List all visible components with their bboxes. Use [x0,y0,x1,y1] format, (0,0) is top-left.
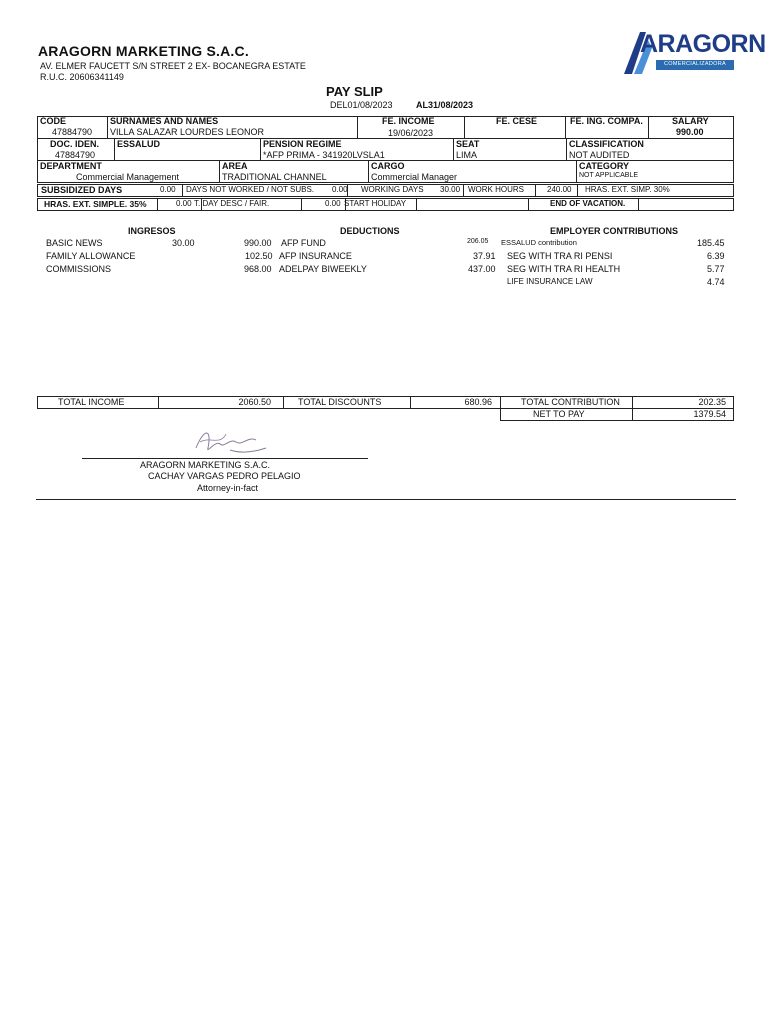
days-not-worked-label: DAYS NOT WORKED / NOT SUBS. [186,185,315,194]
cargo-value: Commercial Manager [371,172,458,182]
income-date-value: 19/06/2023 [388,128,434,138]
income-date-header: FE. INCOME [382,116,435,126]
logo-text: ARAGORN [640,30,766,58]
doc-id-header: DOC. IDEN. [50,139,100,149]
employer-contributions-header: EMPLOYER CONTRIBUTIONS [550,226,679,236]
page-title: PAY SLIP [326,84,383,99]
doc-id-value: 47884790 [55,150,96,160]
subsidized-days-label: SUBSIDIZED DAYS [41,185,123,195]
category-header: CATEGORY [579,161,630,171]
company-name: ARAGORN MARKETING S.A.C. [38,43,249,59]
income-amount-commissions: 968.00 [244,264,272,274]
work-hours-label: WORK HOURS [468,185,524,194]
employee-row-1 [37,116,734,139]
total-contribution-label: TOTAL CONTRIBUTION [501,397,633,408]
deductions-header: DEDUCTIONS [340,226,400,236]
employer-label-health: SEG WITH TRA RI HEALTH [507,264,621,274]
income-amount-basic: 990.00 [244,238,272,248]
total-discounts-value: 680.96 [411,397,501,408]
overtime-35-label: HRAS. EXT. SIMPLE. 35% [44,199,147,209]
pension-header: PENSION REGIME [263,139,342,149]
salary-header: SALARY [672,116,709,126]
signature-company: ARAGORN MARKETING S.A.C. [140,460,271,470]
signature-person: CACHAY VARGAS PEDRO PELAGIO [148,471,301,481]
code-header: CODE [40,116,67,126]
seat-value: LIMA [456,150,478,160]
overtime-row [37,198,734,211]
essalud-header: ESSALUD [117,139,161,149]
seat-header: SEAT [456,139,480,149]
salary-value: 990.00 [676,127,704,137]
company-logo [622,30,766,76]
subsidized-days-value: 0.00 [160,185,176,194]
employer-amount-health: 5.77 [707,264,725,274]
income-label-basic: BASIC NEWS [46,238,103,248]
income-amount-family: 102.50 [245,251,273,261]
income-label-commissions: COMMISSIONS [46,264,112,274]
deduction-label-fund: AFP FUND [281,238,326,248]
overtime-35-value: 0.00 [176,199,192,208]
area-header: AREA [222,161,248,171]
employee-row-3 [37,161,734,183]
end-vacation-label: END OF VACATION. [550,199,626,208]
area-value: TRADITIONAL CHANNEL [222,172,327,182]
total-income-value: 2060.50 [159,397,284,408]
employer-amount-life: 4.74 [707,277,725,287]
employer-label-life: LIFE INSURANCE LAW [507,277,593,286]
department-header: DEPARTMENT [40,161,102,171]
ing-compa-header: FE. ING. COMPA. [570,116,643,126]
total-income-label: TOTAL INCOME [38,397,159,408]
employer-amount-pensi: 6.39 [707,251,725,261]
signature-role: Attorney-in-fact [197,483,259,493]
days-not-worked-value: 0.00 [332,185,348,194]
net-pay-row [500,408,734,421]
deduction-label-adelpay: ADELPAY BIWEEKLY [279,264,367,274]
working-days-label: WORKING DAYS [361,185,424,194]
income-days-basic: 30.00 [172,238,195,248]
period-to: AL31/08/2023 [416,100,474,110]
classification-value: NOT AUDITED [569,150,630,160]
days-row [37,184,734,197]
department-value: Commercial Management [76,172,180,182]
period-from: DEL01/08/2023 [330,100,393,110]
signature-icon [190,422,270,458]
day-desc-label: T. DAY DESC / FAIR. [194,199,270,208]
employer-label-essalud: ESSALUD contribution [501,238,577,247]
classification-header: CLASSIFICATION [569,139,644,149]
working-days-value: 30.00 [440,185,461,194]
deduction-label-insurance: AFP INSURANCE [279,251,352,261]
pension-value: *AFP PRIMA - 341920LVSLA1 [263,150,385,160]
cese-header: FE. CESE [496,116,538,126]
deduction-amount-fund: 206.05 [467,238,489,245]
total-contribution-value: 202.35 [698,397,726,407]
company-ruc: R.U.C. 20606341149 [40,72,124,82]
category-value: NOT APPLICABLE [579,172,639,179]
company-address: AV. ELMER FAUCETT S/N STREET 2 EX- BOCANEGRA ESTATE [40,61,306,71]
total-discounts-label: TOTAL DISCOUNTS [284,397,411,408]
net-pay-value: 1379.54 [693,409,726,419]
net-pay-label: NET TO PAY [501,409,633,420]
logo-subtitle: COMERCIALIZADORA [664,61,726,67]
employer-amount-essalud: 185.45 [697,238,725,248]
employer-label-pensi: SEG WITH TRA RI PENSI [507,251,613,261]
day-desc-value: 0.00 [325,199,341,208]
deduction-amount-adelpay: 437.00 [468,264,496,274]
cargo-header: CARGO [371,161,405,171]
ingresos-header: INGRESOS [128,226,176,236]
bottom-divider [36,499,736,500]
names-value: VILLA SALAZAR LOURDES LEONOR [110,127,265,137]
overtime-30-label: HRAS. EXT. SIMP. 30% [585,185,670,194]
code-value: 47884790 [52,127,93,137]
names-header: SURNAMES AND NAMES [110,116,219,126]
signature-line [82,458,368,459]
income-label-family: FAMILY ALLOWANCE [46,251,136,261]
employee-row-2 [37,139,734,161]
start-holiday-label: START HOLIDAY [344,199,407,208]
deduction-amount-insurance: 37.91 [473,251,496,261]
work-hours-value: 240.00 [547,185,572,194]
